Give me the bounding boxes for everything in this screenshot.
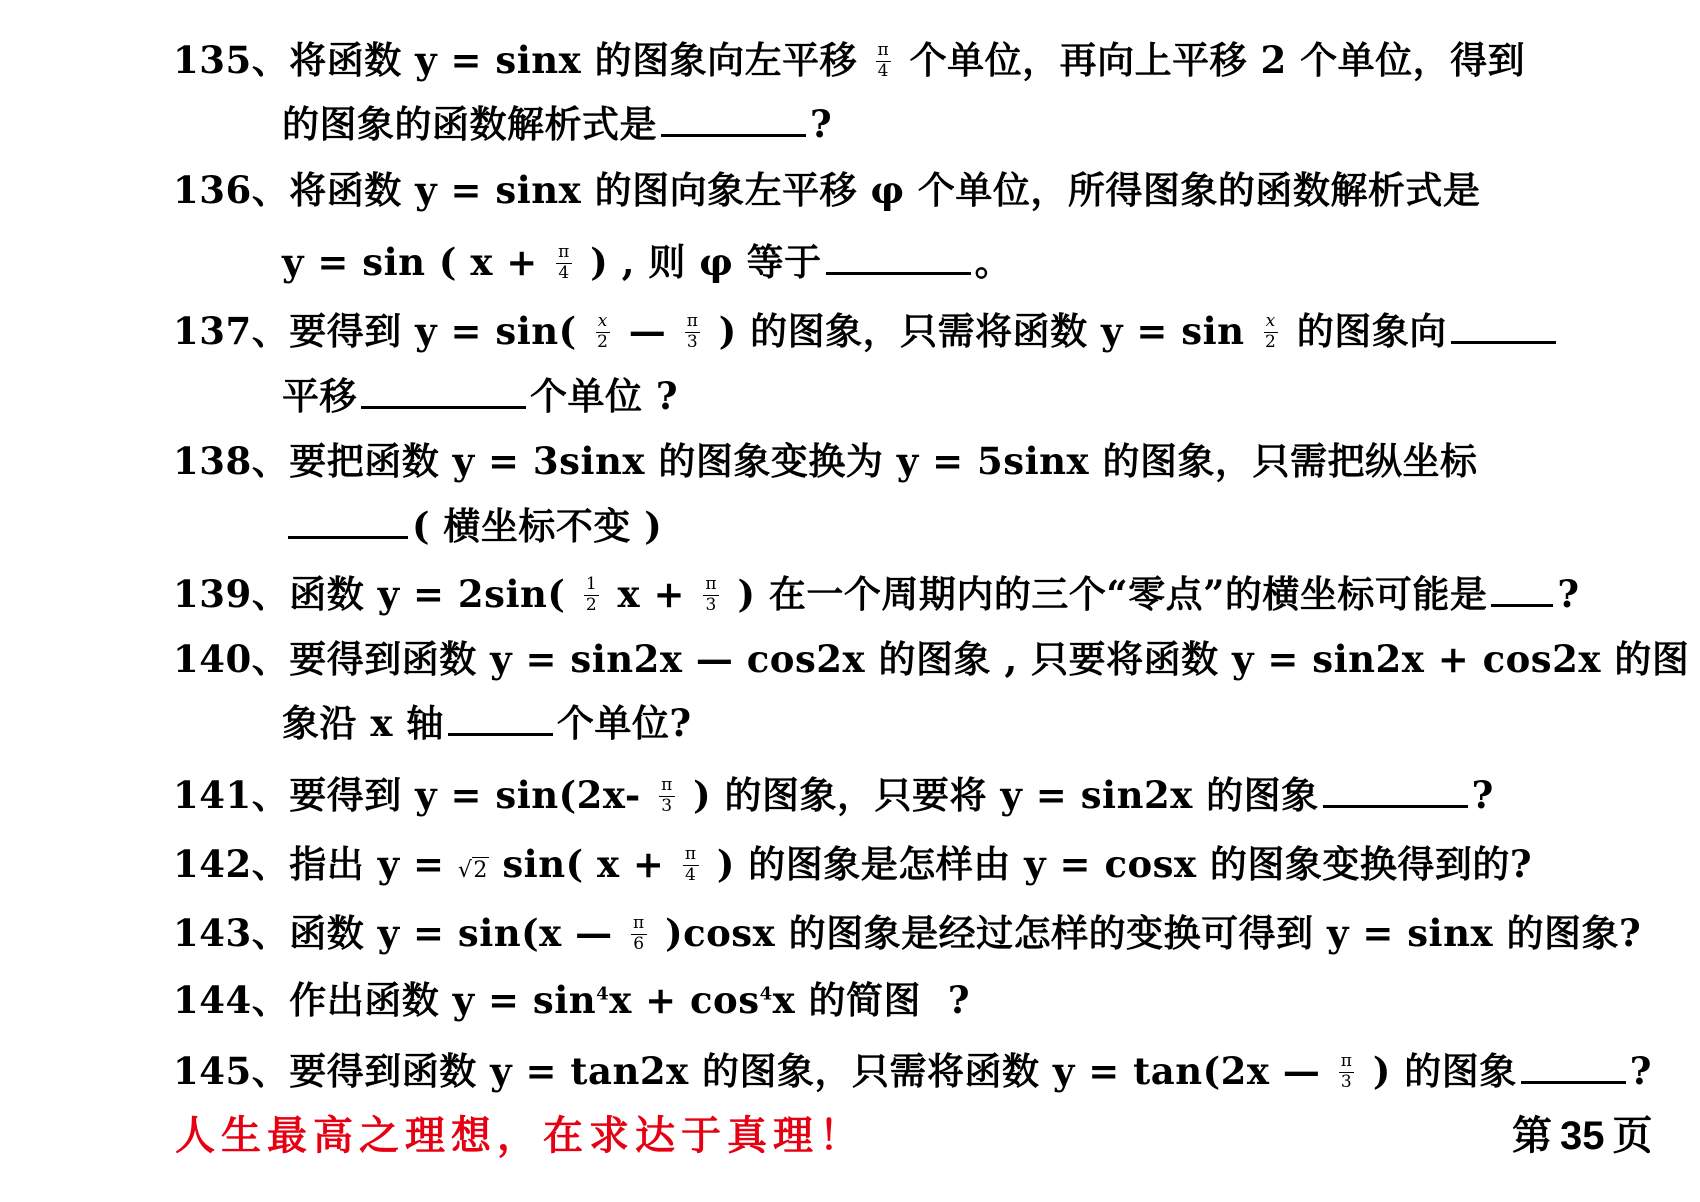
problem-138-line-1 bbox=[173, 438, 1477, 484]
answer-blank[interactable] bbox=[1491, 574, 1553, 607]
sqrt-2: √2 bbox=[457, 858, 488, 883]
problem-number: 145、 bbox=[173, 1049, 290, 1093]
fraction-x-over-2: $\frac{x}{2}$ bbox=[597, 310, 609, 352]
problem-number: 142、 bbox=[173, 842, 290, 886]
problem-135-line-1 bbox=[173, 37, 1525, 83]
exponent-4: 4 bbox=[759, 983, 773, 1005]
fraction-pi-over-4: $\frac{\pi}{4}$ bbox=[558, 241, 570, 283]
fraction-pi-over-3: $\frac{\pi}{3}$ bbox=[1340, 1050, 1353, 1092]
problem-145-line-1: 145、要得到函数 y = tan2x 的图象，只需将函数 y = tan(2x — $\frac{\pi}{3}$ ) 的图象 ? bbox=[173, 1049, 1652, 1093]
fraction-pi-over-3: $\frac{\pi}{3}$ bbox=[705, 573, 718, 615]
problem-text: ( 横坐标不变 ) bbox=[412, 504, 663, 548]
problem-136-line-1 bbox=[173, 167, 1480, 213]
problem-number: 140、 bbox=[173, 637, 290, 681]
problem-text: 作出函数 y = sin bbox=[289, 978, 597, 1022]
problem-141-line-1: 141、要得到 y = sin(2x- $\frac{\pi}{3}$ ) 的图象，只要将 y = sin2x 的图象 ? bbox=[173, 773, 1494, 817]
answer-blank[interactable] bbox=[1451, 311, 1556, 344]
problem-number: 135、 bbox=[173, 38, 290, 82]
problem-number: 136、 bbox=[173, 168, 290, 212]
problem-text: 要得到函数 y = sin2x — cos2x 的图象 , 只要将函数 y = sin2x + cos2x 的图 bbox=[289, 637, 1690, 681]
fraction-pi-over-3: $\frac{\pi}{3}$ bbox=[686, 310, 699, 352]
problem-text: 的图象的函数解析式是 bbox=[282, 102, 657, 146]
answer-blank[interactable] bbox=[1521, 1051, 1626, 1084]
problem-number: 137、 bbox=[173, 309, 290, 353]
page-number: 第 35 页 bbox=[1512, 1112, 1653, 1159]
problem-text: 将函数 y = sinx 的图向象左平移 φ 个单位，所得图象的函数解析式是 bbox=[289, 168, 1481, 212]
problem-142-line-1: 142、指出 y = √2 sin( x + $\frac{\pi}{4}$ ) 的图象是怎样由 y = cosx 的图象变换得到的? bbox=[173, 842, 1533, 886]
problem-text: 函数 y = sin(x — bbox=[289, 911, 613, 955]
problem-143-line-1: 143、函数 y = sin(x — $\frac{\pi}{6}$ )cosx 的图象是经过怎样的变换可得到 y = sinx 的图象? bbox=[173, 911, 1642, 955]
problem-144-line-1: 144、作出函数 $y = \sin^4x + \cos^4x$ 的简图 ? bbox=[173, 978, 971, 1022]
problem-text: 要得到 y = sin( bbox=[289, 309, 577, 353]
answer-blank[interactable] bbox=[826, 242, 971, 275]
fraction-pi-over-4: $\frac{\pi}{4}$ bbox=[684, 843, 697, 885]
fraction-pi-over-3: $\frac{\pi}{3}$ bbox=[661, 774, 673, 816]
problem-number: 141、 bbox=[173, 773, 290, 817]
problem-number: 144、 bbox=[173, 978, 290, 1022]
problem-137-line-1: 137、要得到 y = sin( $\frac{x}{2}$ — $\frac{\pi}{3}$ ) 的图象，只需将函数 y = sin $\frac{x}{2}$ 的图象向 bbox=[173, 308, 1560, 354]
problem-text: 要得到函数 y = tan2x 的图象，只需将函数 y = tan(2x — bbox=[289, 1049, 1321, 1093]
fraction-1-over-2: $\frac{1}{2}$ bbox=[585, 573, 598, 615]
problem-138-line-2 bbox=[282, 503, 662, 549]
problem-number: 143、 bbox=[173, 911, 290, 955]
answer-blank[interactable] bbox=[661, 104, 806, 137]
problem-text: 将函数 y = sinx 的图象向左平移 bbox=[289, 38, 858, 82]
problem-text: 指出 y = bbox=[289, 842, 445, 886]
problem-text: y = sin ( x + bbox=[282, 240, 538, 284]
fraction-pi-over-6: $\frac{\pi}{6}$ bbox=[633, 912, 645, 954]
answer-blank[interactable] bbox=[1323, 775, 1468, 808]
problem-135-line-2: 的图象的函数解析式是 ? bbox=[282, 102, 833, 146]
problem-140-line-2: 象沿 x 轴 个单位? bbox=[282, 701, 692, 745]
problem-text: 函数 y = 2sin( bbox=[289, 572, 566, 616]
problem-text: 平移 bbox=[282, 374, 357, 418]
exponent-4: 4 bbox=[596, 983, 610, 1005]
problem-136-line-2: y = sin ( x + $\frac{\pi}{4}$ ) , 则 φ 等于 。 bbox=[282, 240, 1013, 284]
fraction-x-over-2: $\frac{x}{2}$ bbox=[1264, 310, 1277, 352]
problem-number: 139、 bbox=[173, 572, 290, 616]
problem-text: 要把函数 y = 3sinx 的图象变换为 y = 5sinx 的图象，只需把纵坐标 bbox=[289, 439, 1478, 483]
fraction-pi-over-4: $\frac{\pi}{4}$ bbox=[877, 39, 890, 81]
answer-blank[interactable] bbox=[288, 506, 408, 539]
answer-blank[interactable] bbox=[448, 703, 553, 736]
motto-text: 人生最高之理想，在求达于真理！ bbox=[175, 1112, 865, 1159]
problem-text: 象沿 x 轴 bbox=[282, 701, 444, 745]
problem-137-line-2: 平移 个单位 ? bbox=[282, 374, 679, 418]
problem-text: 要得到 y = sin(2x- bbox=[289, 773, 641, 817]
answer-blank[interactable] bbox=[361, 376, 526, 409]
problem-139-line-1: 139、函数 y = 2sin( $\frac{1}{2}$ x + $\frac{\pi}{3}$ ) 在一个周期内的三个“零点”的横坐标可能是 ? bbox=[173, 572, 1580, 616]
problem-text: 个单位，再向上平移 2 个单位，得到 bbox=[909, 38, 1526, 82]
problem-number: 138、 bbox=[173, 439, 290, 483]
problem-140-line-1 bbox=[173, 636, 1689, 682]
